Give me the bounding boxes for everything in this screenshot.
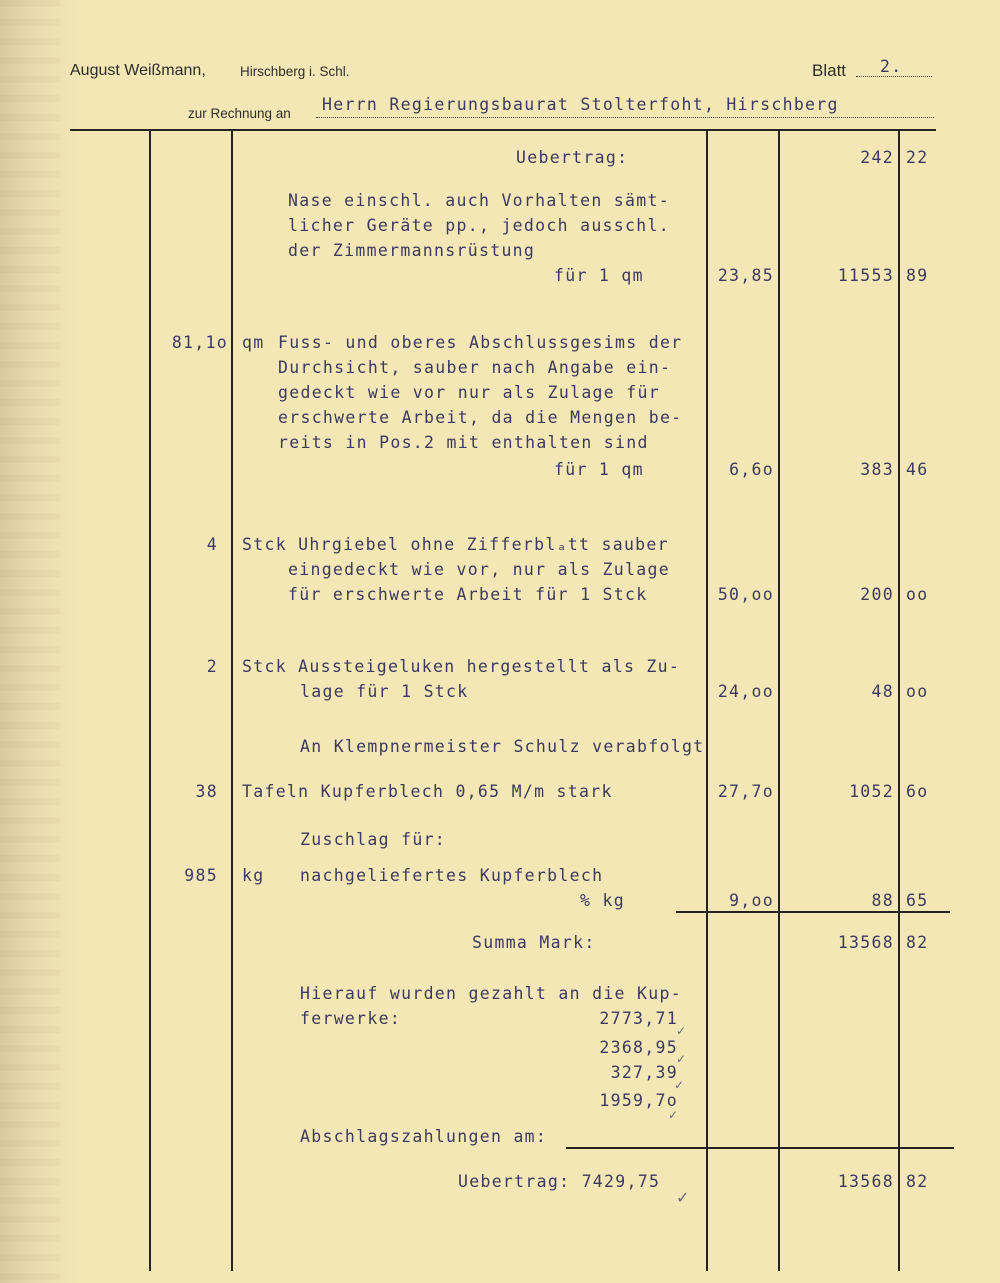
fuss-line-5: reits in Pos.2 mit enthalten sind — [278, 433, 649, 452]
fuss-price: 6,6o — [729, 460, 774, 479]
blatt-label: Blatt — [812, 61, 847, 80]
col-rule-qty — [149, 131, 151, 1271]
aussteige-price: 24,oo — [717, 682, 774, 701]
hierauf-line-2: ferwerke: — [300, 1009, 402, 1028]
fuss-unit-label: qm — [242, 333, 265, 352]
aussteige-mark: 48 — [871, 682, 894, 701]
payment-4: 1959,7o — [599, 1091, 678, 1110]
kupfer-unit-label: kg — [242, 866, 265, 885]
klempner-note: An Klempnermeister Schulz verabfolgt — [300, 737, 705, 756]
uebertrag-bottom-label: Uebertrag: 7429,75 — [458, 1172, 661, 1191]
col-rule-mark — [778, 131, 780, 1271]
zuschlag-label: Zuschlag für: — [300, 830, 447, 849]
check-mark-icon: ✓ — [676, 1024, 687, 1038]
table-top-rule — [70, 129, 936, 131]
kupfer-mark: 88 — [871, 891, 894, 910]
payment-3: 327,39 — [610, 1063, 678, 1082]
uebertrag-top-label: Uebertrag: — [516, 148, 629, 167]
col-rule-price — [706, 131, 708, 1271]
check-mark-icon: ✓ — [676, 1188, 690, 1207]
nase-mark: 11553 — [837, 266, 894, 285]
uhrgiebel-line-3: für erschwerte Arbeit für 1 Stck — [288, 585, 648, 604]
aussteige-line-1: Stck Aussteigeluken hergestellt als Zu- — [242, 657, 681, 676]
summa-mark: 13568 — [837, 933, 894, 952]
firm-name: August Weißmann, — [70, 62, 206, 79]
check-mark-icon: ✓ — [668, 1108, 679, 1122]
uebertrag-top-pf: 22 — [906, 148, 929, 167]
fuss-pf: 46 — [906, 460, 929, 479]
rechnung-label: zur Rechnung an — [188, 106, 291, 121]
nase-unit: für 1 qm — [554, 266, 644, 285]
uhrgiebel-line-1: Stck Uhrgiebel ohne Zifferblₐtt sauber — [242, 535, 669, 554]
recipient: Herrn Regierungsbaurat Stolterfoht, Hirschberg — [322, 95, 839, 114]
fuss-line-1: Fuss- und oberes Abschlussgesims der — [278, 333, 683, 352]
kupfer-unit: % kg — [580, 891, 625, 910]
blatt-number: 2. — [880, 57, 903, 76]
check-mark-icon: ✓ — [676, 1052, 687, 1066]
payment-1: 2773,71 — [599, 1009, 678, 1028]
firm-city: Hirschberg i. Schl. — [240, 64, 350, 79]
recipient-dotted-line — [316, 117, 934, 118]
payment-2: 2368,95 — [599, 1038, 678, 1057]
col-rule-desc — [231, 131, 233, 1271]
tafeln-mark: 1052 — [849, 782, 894, 801]
aussteige-line-2: lage für 1 Stck — [300, 682, 469, 701]
kupfer-price: 9,oo — [729, 891, 774, 910]
uebertrag-bottom-mark: 13568 — [837, 1172, 894, 1191]
fuss-line-4: erschwerte Arbeit, da die Mengen be- — [278, 408, 683, 427]
abschlag-underline — [566, 1147, 954, 1149]
nase-line-3: der Zimmermannsrüstung — [288, 241, 536, 260]
summa-label: Summa Mark: — [472, 933, 596, 952]
uhrgiebel-price: 50,oo — [717, 585, 774, 604]
aussteige-qty: 2 — [206, 657, 218, 676]
check-mark-icon: ✓ — [674, 1078, 685, 1092]
worn-left-edge — [0, 0, 60, 1283]
aussteige-pf: oo — [906, 682, 929, 701]
fuss-mark: 383 — [860, 460, 894, 479]
nase-line-2: licher Geräte pp., jedoch ausschl. — [288, 216, 670, 235]
fuss-line-3: gedeckt wie vor nur als Zulage für — [278, 383, 660, 402]
nase-pf: 89 — [906, 266, 929, 285]
kupfer-underline — [676, 911, 950, 913]
tafeln-text: Tafeln Kupferblech 0,65 M/m stark — [242, 782, 613, 801]
kupfer-qty: 985 — [184, 866, 218, 885]
uhrgiebel-pf: oo — [906, 585, 929, 604]
tafeln-qty: 38 — [195, 782, 218, 801]
hierauf-line-1: Hierauf wurden gezahlt an die Kup- — [300, 984, 682, 1003]
abschlag-label: Abschlagszahlungen am: — [300, 1127, 548, 1146]
uebertrag-top-mark: 242 — [860, 148, 894, 167]
uhrgiebel-line-2: eingedeckt wie vor, nur als Zulage — [288, 560, 670, 579]
summa-pf: 82 — [906, 933, 929, 952]
uebertrag-bottom-pf: 82 — [906, 1172, 929, 1191]
fuss-line-2: Durchsicht, sauber nach Angabe ein- — [278, 358, 672, 377]
nase-price: 23,85 — [717, 266, 774, 285]
tafeln-price: 27,7o — [717, 782, 774, 801]
uhrgiebel-mark: 200 — [860, 585, 894, 604]
fuss-qty: 81,1o — [171, 333, 228, 352]
tafeln-pf: 6o — [906, 782, 929, 801]
fuss-unit: für 1 qm — [554, 460, 644, 479]
col-rule-pf — [898, 131, 900, 1271]
uhrgiebel-qty: 4 — [206, 535, 218, 554]
blatt-dotted-line — [856, 76, 932, 77]
kupfer-text: nachgeliefertes Kupferblech — [300, 866, 604, 885]
nase-line-1: Nase einschl. auch Vorhalten sämt- — [288, 191, 670, 210]
kupfer-pf: 65 — [906, 891, 929, 910]
